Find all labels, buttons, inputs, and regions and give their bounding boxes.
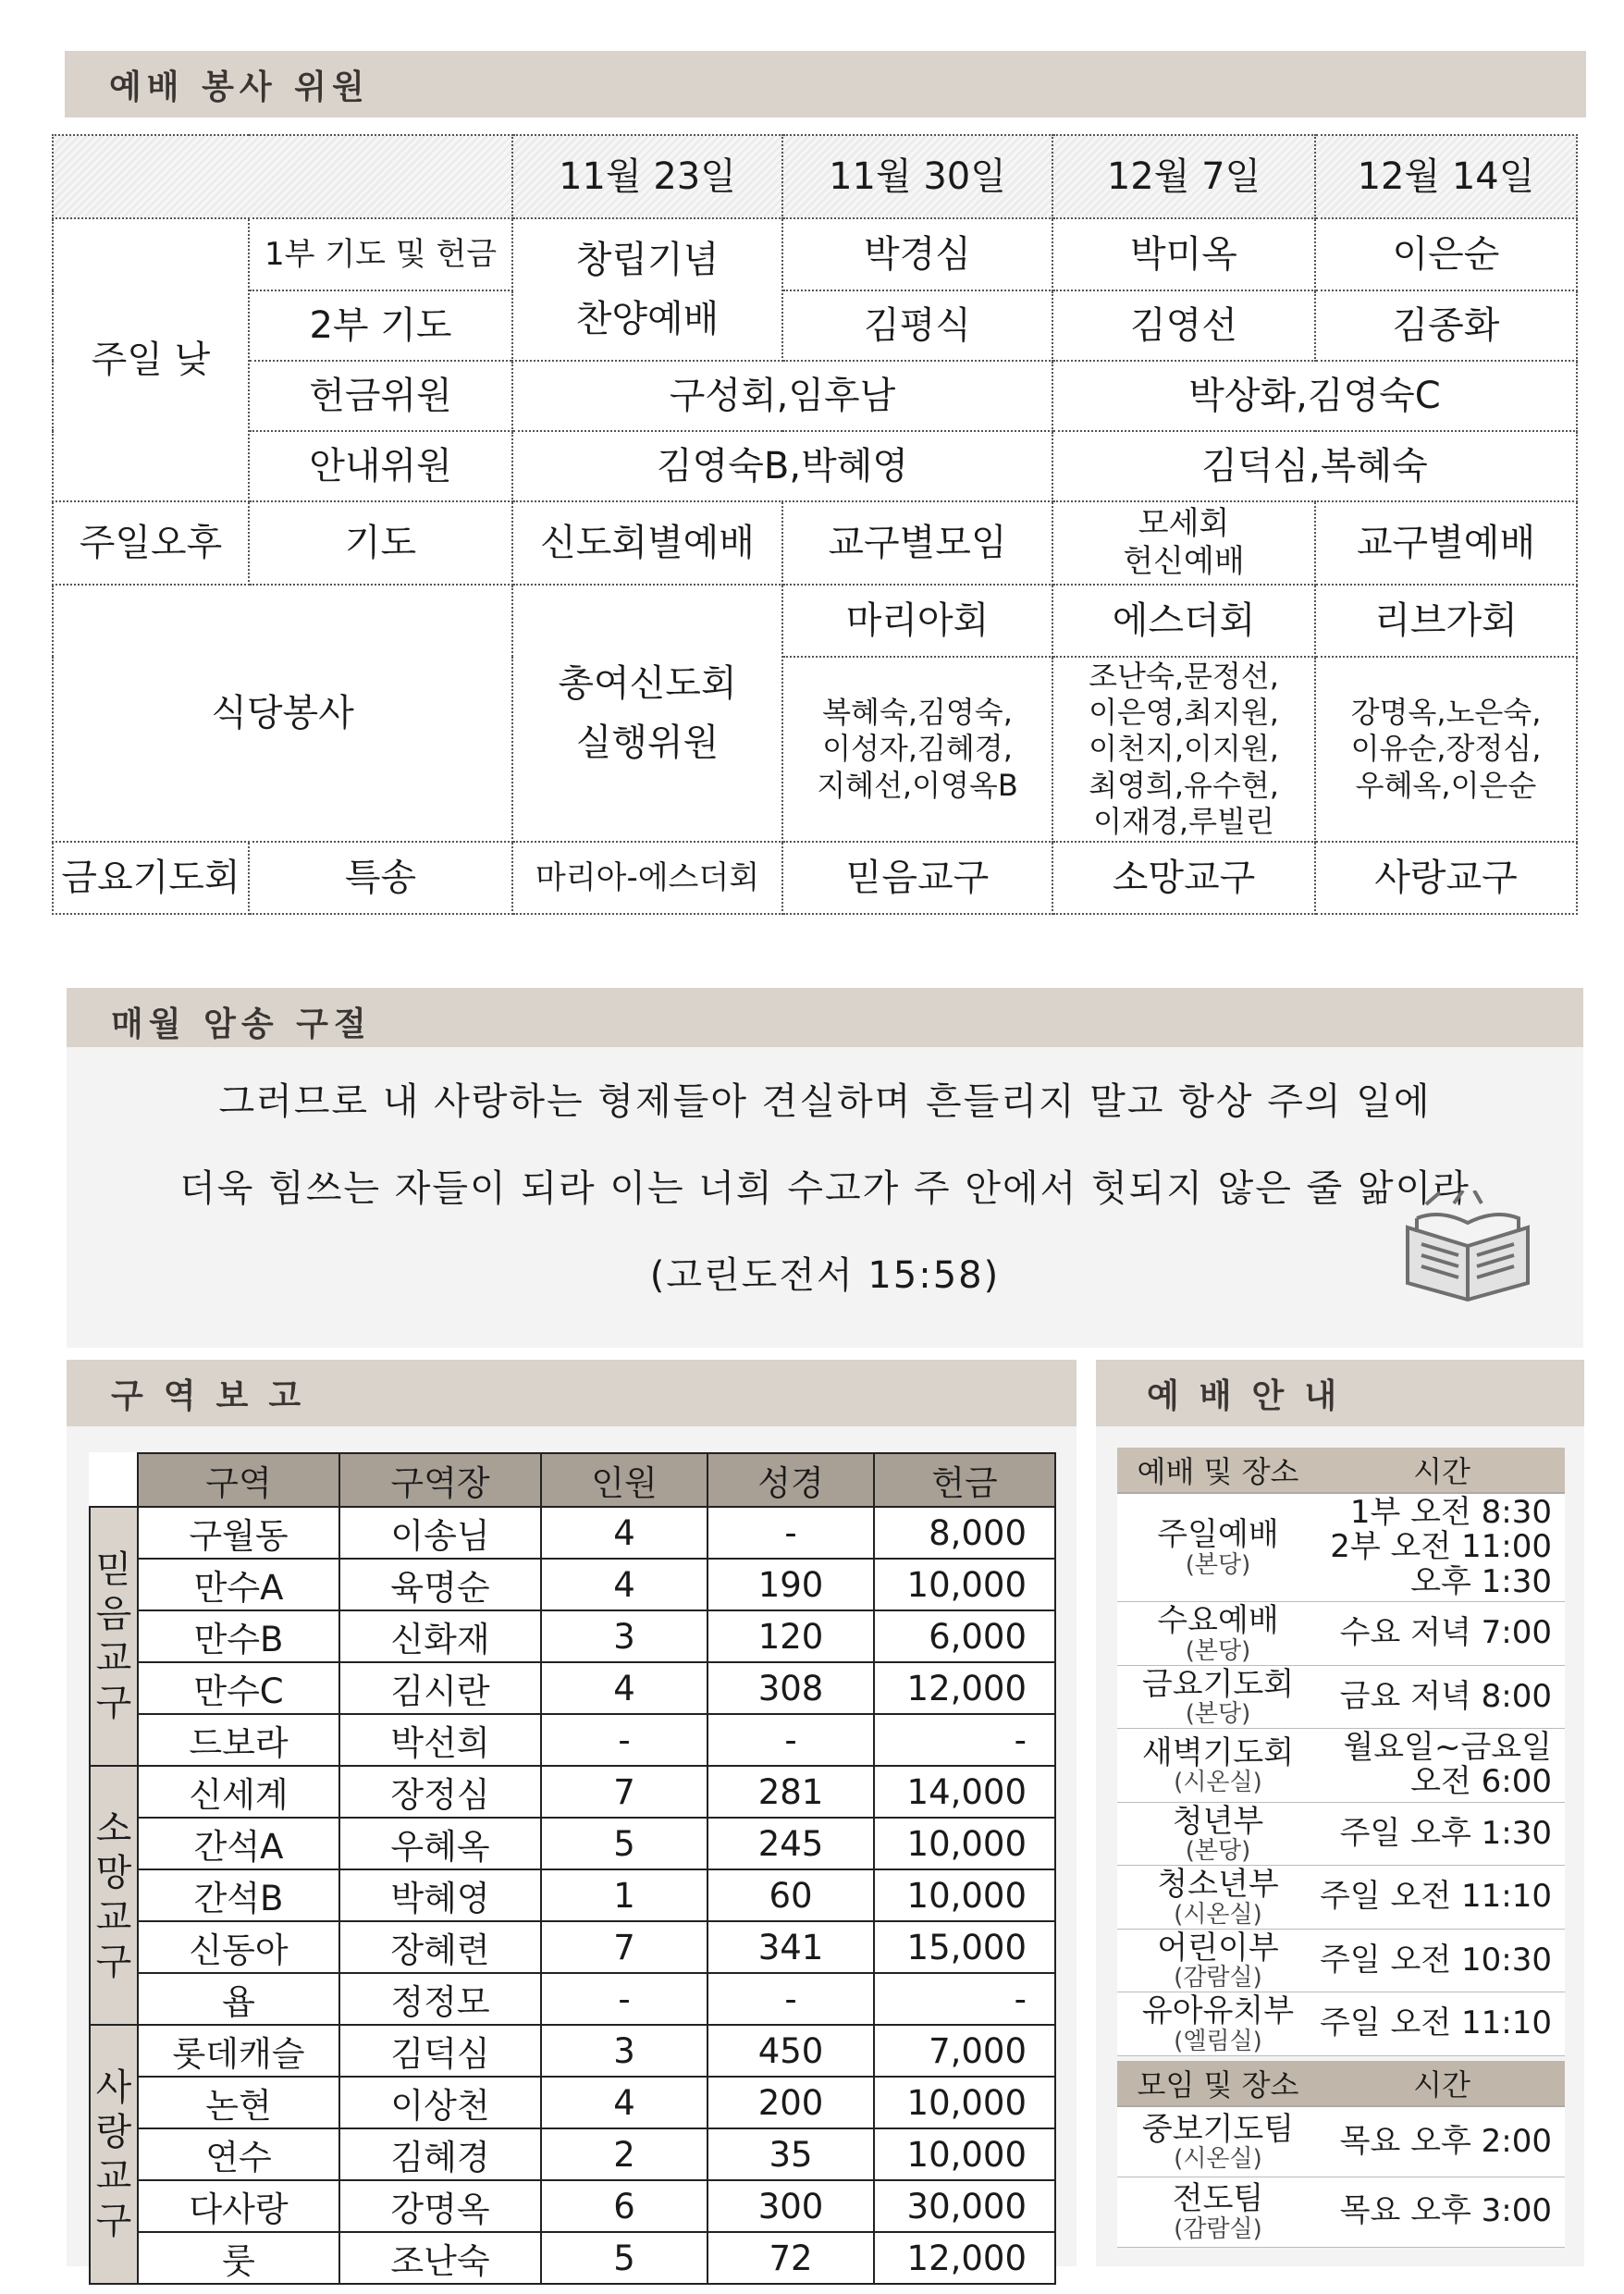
group-label: 식당봉사: [53, 585, 512, 842]
table-cell: 341: [707, 1921, 874, 1973]
role-label: 특송: [249, 842, 512, 914]
column-header: 시간: [1319, 2061, 1565, 2106]
table-cell: 245: [707, 1818, 874, 1869]
table-cell: 3: [541, 1610, 707, 1662]
table-row: [90, 2077, 1055, 2128]
table-cell: 강명옥: [339, 2180, 541, 2232]
service-place: (시온실): [1174, 1769, 1262, 1797]
cell: 신도회별예배: [512, 501, 782, 585]
table-row: [1117, 1728, 1565, 1802]
table-cell: 30,000: [874, 2180, 1055, 2232]
cell: 소망교구: [1052, 842, 1315, 914]
date-header: 12월 7일: [1052, 135, 1315, 218]
table-cell: 신동아: [138, 1921, 339, 1973]
table-header-row: [1117, 2061, 1565, 2106]
table-cell: 2: [541, 2128, 707, 2180]
column-header: 모임 및 장소: [1117, 2061, 1319, 2106]
service-name-cell: [1117, 2177, 1319, 2247]
table-row: [53, 218, 1577, 290]
service-place: (감람실): [1174, 2214, 1262, 2243]
cell: 박상화,김영숙C: [1052, 361, 1577, 431]
meeting-schedule-body: [1117, 2106, 1565, 2247]
table-cell: -: [874, 1973, 1055, 2025]
verse-line: 그러므로 내 사랑하는 형제들아 견실하며 흔들리지 말고 항상 주의 일에: [218, 1080, 1432, 1123]
service-name-cell: [1117, 1493, 1319, 1602]
date-header: 11월 30일: [782, 135, 1052, 218]
verse-reference: (고린도전서 15:58): [649, 1254, 1001, 1297]
service-name: 유아유치부: [1141, 1992, 1295, 2030]
table-cell: 박혜영: [339, 1869, 541, 1921]
table-row: [90, 1766, 1055, 1818]
service-place: (엘림실): [1174, 2027, 1262, 2055]
blank-header-cell: [90, 1453, 138, 1507]
table-row: [90, 1610, 1055, 1662]
table-cell: 다사랑: [138, 2180, 339, 2232]
table-cell: 6,000: [874, 1610, 1055, 1662]
table-cell: 120: [707, 1610, 874, 1662]
guide-section-header: [1096, 1360, 1584, 1426]
cell: 사랑교구: [1315, 842, 1577, 914]
role-label: 안내위원: [249, 431, 512, 501]
service-place: (본당): [1185, 1636, 1251, 1665]
service-place: (시온실): [1174, 1900, 1262, 1929]
service-section-title: 예배 봉사 위원: [109, 68, 370, 106]
service-name: 수요예배: [1157, 1602, 1279, 1640]
service-time: 수요 저녁 7:00: [1319, 1602, 1565, 1665]
cell: 리브가회: [1315, 585, 1577, 657]
table-header-row: [1117, 1448, 1565, 1493]
table-cell: 조난숙: [339, 2232, 541, 2284]
table-cell: -: [541, 1714, 707, 1766]
table-cell: 60: [707, 1869, 874, 1921]
table-row: [90, 1714, 1055, 1766]
cell: 김영선: [1052, 290, 1315, 361]
table-cell: -: [874, 1714, 1055, 1766]
table-cell: 룻: [138, 2232, 339, 2284]
table-cell: 1: [541, 1869, 707, 1921]
cell: 마리아회: [782, 585, 1052, 657]
service-place: (본당): [1185, 1550, 1251, 1579]
column-header: 구역: [138, 1453, 339, 1507]
service-name-cell: [1117, 1992, 1319, 2055]
table-row: [53, 431, 1577, 501]
table-row: [90, 1662, 1055, 1714]
date-header: 12월 14일: [1315, 135, 1577, 218]
table-row: [1117, 1493, 1565, 1602]
service-time: 목요 오후 2:00: [1319, 2106, 1565, 2177]
cell: 이은순: [1315, 218, 1577, 290]
district-group-label: 믿 음 교 구: [90, 1507, 138, 1766]
table-row: [53, 842, 1577, 914]
cell: 김평식: [782, 290, 1052, 361]
table-cell: 8,000: [874, 1507, 1055, 1559]
table-row: [90, 1507, 1055, 1559]
cell: 마리아-에스더회: [512, 842, 782, 914]
service-name: 금요기도회: [1141, 1665, 1295, 1703]
table-cell: 72: [707, 2232, 874, 2284]
table-row: [1117, 1802, 1565, 1865]
cell: 김종화: [1315, 290, 1577, 361]
service-place: (본당): [1185, 1837, 1251, 1866]
cell: 박미옥: [1052, 218, 1315, 290]
table-cell: 200: [707, 2077, 874, 2128]
table-cell: 12,000: [874, 1662, 1055, 1714]
table-cell: 우혜옥: [339, 1818, 541, 1869]
table-row: [1117, 1602, 1565, 1665]
table-cell: -: [541, 1973, 707, 2025]
service-name-cell: [1117, 1929, 1319, 1992]
table-cell: -: [707, 1507, 874, 1559]
table-cell: 7,000: [874, 2025, 1055, 2077]
table-cell: 신화재: [339, 1610, 541, 1662]
table-cell: 6: [541, 2180, 707, 2232]
cell: 교구별모임: [782, 501, 1052, 585]
table-cell: 박선희: [339, 1714, 541, 1766]
cell: 모세회 헌신예배: [1052, 501, 1315, 585]
table-cell: 190: [707, 1559, 874, 1610]
district-report-table: [89, 1452, 1056, 2285]
service-committee-table: [52, 134, 1578, 915]
table-cell: 욥: [138, 1973, 339, 2025]
district-section-header: [67, 1360, 1077, 1426]
column-header: 시간: [1319, 1448, 1565, 1493]
group-label: 금요기도회: [53, 842, 249, 914]
table-cell: 281: [707, 1766, 874, 1818]
table-cell: 5: [541, 1818, 707, 1869]
cell: 김영숙B,박혜영: [512, 431, 1052, 501]
service-name: 중보기도팀: [1141, 2110, 1295, 2148]
service-name-cell: [1117, 1728, 1319, 1802]
table-cell: 만수B: [138, 1610, 339, 1662]
service-time: 금요 저녁 8:00: [1319, 1665, 1565, 1728]
district-section-title: 구역보고: [111, 1376, 322, 1415]
column-header: 성경: [707, 1453, 874, 1507]
table-cell: 장정심: [339, 1766, 541, 1818]
verse-line: 더욱 힘쓰는 자들이 되라 이는 너희 수고가 주 안에서 헛되지 않은 줄 앎이라: [179, 1167, 1470, 1210]
table-cell: 4: [541, 1662, 707, 1714]
table-cell: 3: [541, 2025, 707, 2077]
table-row: [1117, 2106, 1565, 2177]
table-cell: 만수A: [138, 1559, 339, 1610]
cell: 박경심: [782, 218, 1052, 290]
service-name-cell: [1117, 1602, 1319, 1665]
service-name-cell: [1117, 1665, 1319, 1728]
table-cell: 이송님: [339, 1507, 541, 1559]
table-cell: 간석B: [138, 1869, 339, 1921]
service-time: 주일 오전 11:10: [1319, 1866, 1565, 1929]
service-name: 전도팀: [1172, 2180, 1264, 2218]
group-label: 주일 낮: [53, 218, 249, 501]
table-cell: 15,000: [874, 1921, 1055, 1973]
table-row: [1117, 1929, 1565, 1992]
service-name: 새벽기도회: [1141, 1733, 1295, 1771]
table-cell: 신세계: [138, 1766, 339, 1818]
table-cell: 7: [541, 1921, 707, 1973]
table-cell: 구월동: [138, 1507, 339, 1559]
column-header: 헌금: [874, 1453, 1055, 1507]
blank-header-cell: [53, 135, 512, 218]
column-header: 예배 및 장소: [1117, 1448, 1319, 1493]
worship-schedule-body: [1117, 1493, 1565, 2055]
service-place: (시온실): [1174, 2144, 1262, 2173]
cell: 복혜숙,김영숙, 이성자,김혜경, 지혜선,이영옥B: [782, 657, 1052, 842]
service-name: 주일예배: [1157, 1516, 1279, 1554]
group-label: 주일오후: [53, 501, 249, 585]
service-time: 월요일~금요일 오전 6:00: [1319, 1728, 1565, 1802]
table-cell: 장혜련: [339, 1921, 541, 1973]
table-row: [90, 2180, 1055, 2232]
meeting-schedule-table: [1117, 2061, 1565, 2248]
district-group-label: 사 랑 교 구: [90, 2025, 138, 2284]
table-cell: 김덕심: [339, 2025, 541, 2077]
cell: 믿음교구: [782, 842, 1052, 914]
service-section-header: [65, 51, 1586, 117]
memory-verse-box: [67, 1047, 1583, 1348]
table-row: [53, 290, 1577, 361]
service-name-cell: [1117, 1802, 1319, 1865]
cell: 강명옥,노은숙, 이유순,장정심, 우혜옥,이은순: [1315, 657, 1577, 842]
table-cell: 14,000: [874, 1766, 1055, 1818]
service-place: (본당): [1185, 1699, 1251, 1728]
cell: 교구별예배: [1315, 501, 1577, 585]
table-cell: -: [707, 1714, 874, 1766]
table-cell: -: [707, 1973, 874, 2025]
table-cell: 정정모: [339, 1973, 541, 2025]
date-header: 11월 23일: [512, 135, 782, 218]
cell: 구성회,임후남: [512, 361, 1052, 431]
table-cell: 롯데캐슬: [138, 2025, 339, 2077]
table-cell: 300: [707, 2180, 874, 2232]
table-cell: 육명순: [339, 1559, 541, 1610]
service-time: 주일 오전 11:10: [1319, 1992, 1565, 2055]
table-cell: 4: [541, 1559, 707, 1610]
table-row: [1117, 1992, 1565, 2055]
table-row: [90, 1921, 1055, 1973]
cell: 조난숙,문정선, 이은영,최지원, 이천지,이지원, 최영희,유수현, 이재경,루빌린: [1052, 657, 1315, 842]
table-cell: 간석A: [138, 1818, 339, 1869]
table-row: [53, 361, 1577, 431]
table-row: [1117, 1665, 1565, 1728]
verse-section-header: [67, 988, 1583, 1054]
district-table-body: [90, 1507, 1055, 2284]
table-cell: 이상천: [339, 2077, 541, 2128]
table-cell: 4: [541, 2077, 707, 2128]
service-time: 1부 오전 8:30 2부 오전 11:00 오후 1:30: [1319, 1493, 1565, 1602]
table-cell: 450: [707, 2025, 874, 2077]
service-name: 어린이부: [1157, 1929, 1279, 1967]
table-row: [90, 2232, 1055, 2284]
table-cell: 4: [541, 1507, 707, 1559]
table-cell: 10,000: [874, 1559, 1055, 1610]
verse-section-title: 매월 암송 구절: [111, 1005, 372, 1043]
table-row: [90, 1559, 1055, 1610]
column-header: 인원: [541, 1453, 707, 1507]
service-place: (감람실): [1174, 1964, 1262, 1992]
table-cell: 10,000: [874, 2128, 1055, 2180]
table-cell: 드보라: [138, 1714, 339, 1766]
district-group-label: 소 망 교 구: [90, 1766, 138, 2025]
worship-schedule-table: [1117, 1448, 1565, 2056]
table-cell: 10,000: [874, 1869, 1055, 1921]
open-book-icon: [1398, 1190, 1537, 1301]
table-row: [53, 585, 1577, 657]
table-cell: 5: [541, 2232, 707, 2284]
table-row: [90, 1973, 1055, 2025]
cell: 에스더회: [1052, 585, 1315, 657]
table-row: [53, 501, 1577, 585]
role-label: 기도: [249, 501, 512, 585]
cell: 총여신도회 실행위원: [512, 585, 782, 842]
role-label: 2부 기도: [249, 290, 512, 361]
table-cell: 35: [707, 2128, 874, 2180]
table-cell: 논현: [138, 2077, 339, 2128]
table-cell: 김시란: [339, 1662, 541, 1714]
table-row: [1117, 1866, 1565, 1929]
service-time: 목요 오후 3:00: [1319, 2177, 1565, 2247]
table-header-row: [90, 1453, 1055, 1507]
cell: 김덕심,복혜숙: [1052, 431, 1577, 501]
table-cell: 10,000: [874, 2077, 1055, 2128]
date-header-row: [53, 135, 1577, 218]
service-name-cell: [1117, 2106, 1319, 2177]
table-cell: 연수: [138, 2128, 339, 2180]
table-cell: 308: [707, 1662, 874, 1714]
service-time: 주일 오후 1:30: [1319, 1802, 1565, 1865]
table-row: [90, 2025, 1055, 2077]
service-name: 청년부: [1172, 1802, 1264, 1840]
role-label: 헌금위원: [249, 361, 512, 431]
role-label: 1부 기도 및 헌금: [249, 218, 512, 290]
table-row: [1117, 2177, 1565, 2247]
service-name: 청소년부: [1157, 1866, 1279, 1904]
table-cell: 7: [541, 1766, 707, 1818]
special-service-cell: 창립기념 찬양예배: [512, 218, 782, 361]
table-cell: 12,000: [874, 2232, 1055, 2284]
table-row: [90, 2128, 1055, 2180]
table-row: [90, 1818, 1055, 1869]
table-cell: 김혜경: [339, 2128, 541, 2180]
column-header: 구역장: [339, 1453, 541, 1507]
table-cell: 만수C: [138, 1662, 339, 1714]
table-row: [90, 1869, 1055, 1921]
table-cell: 10,000: [874, 1818, 1055, 1869]
service-name-cell: [1117, 1866, 1319, 1929]
guide-section-title: 예배안내: [1147, 1376, 1358, 1415]
service-time: 주일 오전 10:30: [1319, 1929, 1565, 1992]
